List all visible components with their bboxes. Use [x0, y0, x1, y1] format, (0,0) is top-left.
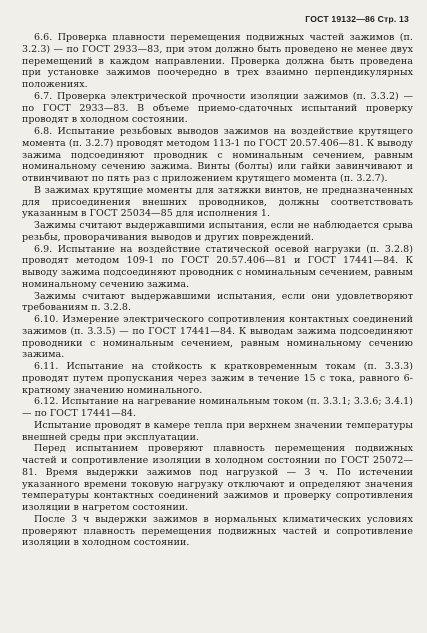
- paragraph-6-8: 6.8. Испытание резьбовых выводов зажимов на воздействие крутящего момента (п. 3.2.7) проводят методом 113-1 по ГОСТ 20.57.406—81. К выводу зажима подсоединяют проводник с номинальным сечением, равным номинальному сечению зажима. Винты (болты) или гайки завинчивают и отвинчивают по пять раз с приложением крутящего момента (п. 3.2.7).: [22, 126, 413, 184]
- paragraph-6-6: 6.6. Проверка плавности перемещения подвижных частей зажимов (п. 3.2.3) — по ГОСТ 2933—83, при этом должно быть проведено не менее двух перемещений в каждом направлении. Проверка должна быть проведена при установке зажимов поочередно в трех взаимно перпендикулярных положениях.: [22, 32, 413, 90]
- paragraph-6-8-criteria: Зажимы считают выдержавшими испытания, если не наблюдается срыва резьбы, проворачивания выводов и других повреждений.: [22, 220, 413, 243]
- paragraph-6-12-chamber: Испытание проводят в камере тепла при верхнем значении температуры внешней среды при эксплуатации.: [22, 419, 413, 443]
- paragraph-6-12: 6.12. Испытание на нагревание номинальным током (п. 3.3.1; 3.3.6; 3.4.1) — по ГОСТ 17441—84.: [22, 396, 413, 419]
- body-text: [22, 32, 413, 549]
- paragraph-6-9: 6.9. Испытание на воздействие статической осевой нагрузки (п. 3.2.8) проводят методом 109-1 по ГОСТ 20.57.406—81 и ГОСТ 17441—84. К выводу зажима подсоединяют проводник с номинальным сечением, равным номинальному сечению зажима.: [22, 243, 413, 290]
- paragraph-6-12-after: После 3 ч выдержки зажимов в нормальных климатических условиях проверяют плавность перемещения подвижных частей и сопротивление изоляции в холодном состоянии.: [22, 513, 413, 549]
- paragraph-6-8-torque: В зажимах крутящие моменты для затяжки винтов, не предназначенных для присоединения внешних проводников, должны соответствовать указанным в ГОСТ 25034—85 для исполнения 1.: [22, 184, 413, 220]
- paragraph-6-11: 6.11. Испытание на стойкость к кратковременным токам (п. 3.3.3) проводят путем пропускания через зажим в течение 15 с тока, равного 6-кратному значению номинального.: [22, 361, 413, 396]
- paragraph-6-12-procedure: Перед испытанием проверяют плавность перемещения подвижных частей и сопротивление изоляции в холодном состоянии по ГОСТ 25072—81. Время выдержки зажимов под нагрузкой — 3 ч. По истечении указанного времени токовую нагрузку отключают и определяют значения температуры контактных соединений зажимов и проверку сопротивления изоляции в нагретом состоянии.: [22, 443, 413, 513]
- paragraph-6-10: 6.10. Измерение электрического сопротивления контактных соединений зажимов (п. 3.3.5) — по ГОСТ 17441—84. К выводам зажима подсоединяют проводники с номинальным сечением, равным номинальному сечению зажима.: [22, 314, 413, 361]
- paragraph-6-7: 6.7. Проверка электрической прочности изоляции зажимов (п. 3.3.2) — по ГОСТ 2933—83. В объеме приемо-сдаточных испытаний проверку проводят в холодном состоянии.: [22, 90, 413, 126]
- paragraph-6-9-criteria: Зажимы считают выдержавшими испытания, если они удовлетворяют требованиям п. 3.2.8.: [22, 290, 413, 314]
- running-head: ГОСТ 19132—86 Стр. 13: [305, 14, 409, 24]
